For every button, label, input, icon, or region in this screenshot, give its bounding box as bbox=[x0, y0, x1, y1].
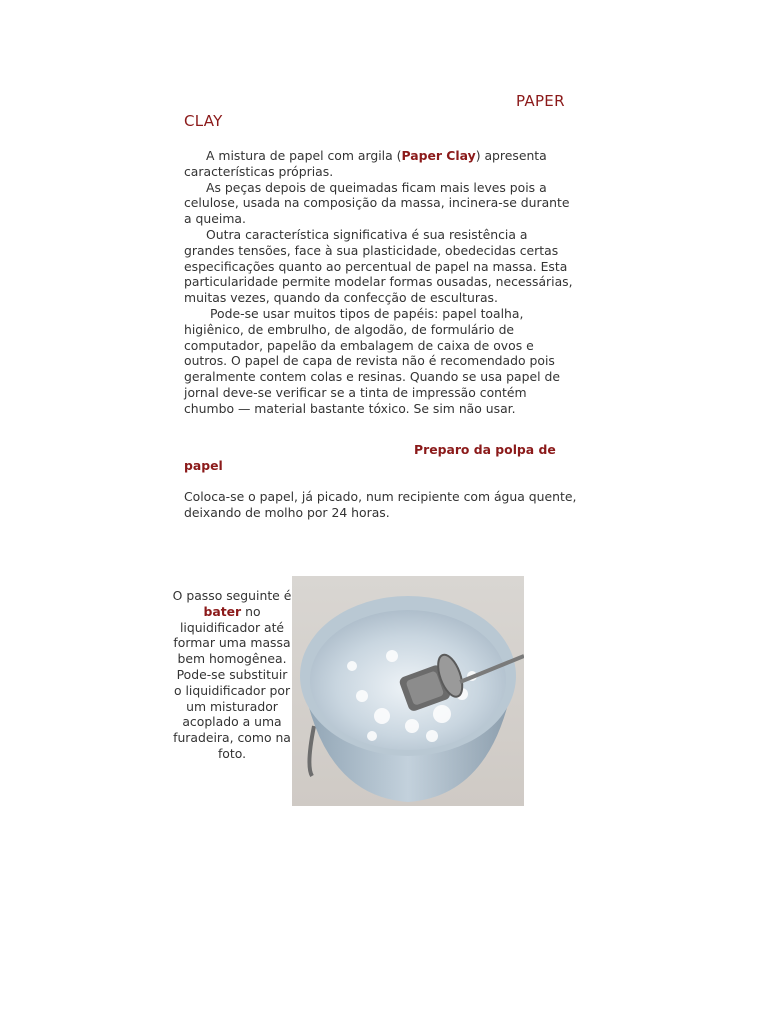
paragraph-1 bbox=[184, 148, 580, 180]
caption-start: O passo seguinte é bbox=[172, 588, 292, 603]
step-1-text: Coloca-se o papel, já picado, num recipiente com água quente, deixando de molho por 24 horas. bbox=[184, 489, 577, 520]
bucket-illustration bbox=[292, 576, 524, 806]
page-title-clay: CLAY bbox=[184, 112, 223, 130]
bucket-mixer-photo bbox=[292, 576, 524, 806]
paragraph-1-end: ) apresenta características próprias. bbox=[184, 148, 547, 179]
caption-end: no liquidificador até formar uma massa bem homogênea. Pode-se substituir o liquidificador por um misturador acoplado a uma furadeira, como na foto. bbox=[173, 603, 291, 761]
photo-caption bbox=[172, 588, 292, 762]
paragraph-1-start: A mistura de papel com argila ( bbox=[206, 148, 402, 163]
paragraph-4-text: Pode-se usar muitos tipos de papéis: papel toalha, higiênico, de embrulho, de algodão, de formulário de computador, papelão da embalagem de caixa de ovos e outros. O papel de capa de revista não é recomendado pois geralmente contem colas e resinas. Quando se usa papel de jornal deve-se verificar se a tinta de impressão contém chumbo — material bastante tóxico. Se sim não usar. bbox=[184, 305, 560, 416]
subheading-papel: papel bbox=[184, 458, 223, 473]
intro-text bbox=[184, 148, 580, 417]
paper-clay-bold: Paper Clay bbox=[401, 148, 476, 163]
paragraph-3-text: Outra característica significativa é sua resistência a grandes tensões, face à sua plasticidade, obedecidas certas especificações quanto ao percentual de papel na massa. Esta particularidade permite modelar formas ousadas, necessárias, muitas vezes, quando da confecção de esculturas. bbox=[184, 226, 573, 306]
subheading-preparo: Preparo da polpa de bbox=[414, 442, 556, 457]
paragraph-2 bbox=[184, 180, 580, 227]
paragraph-4 bbox=[184, 306, 580, 417]
caption-bold-bater: bater bbox=[203, 603, 242, 619]
page-title-paper: PAPER bbox=[516, 92, 565, 110]
paragraph-3 bbox=[184, 227, 580, 306]
paragraph-2-text: As peças depois de queimadas ficam mais leves pois a celulose, usada na composição da massa, incinera-se durante a queima. bbox=[184, 179, 570, 227]
